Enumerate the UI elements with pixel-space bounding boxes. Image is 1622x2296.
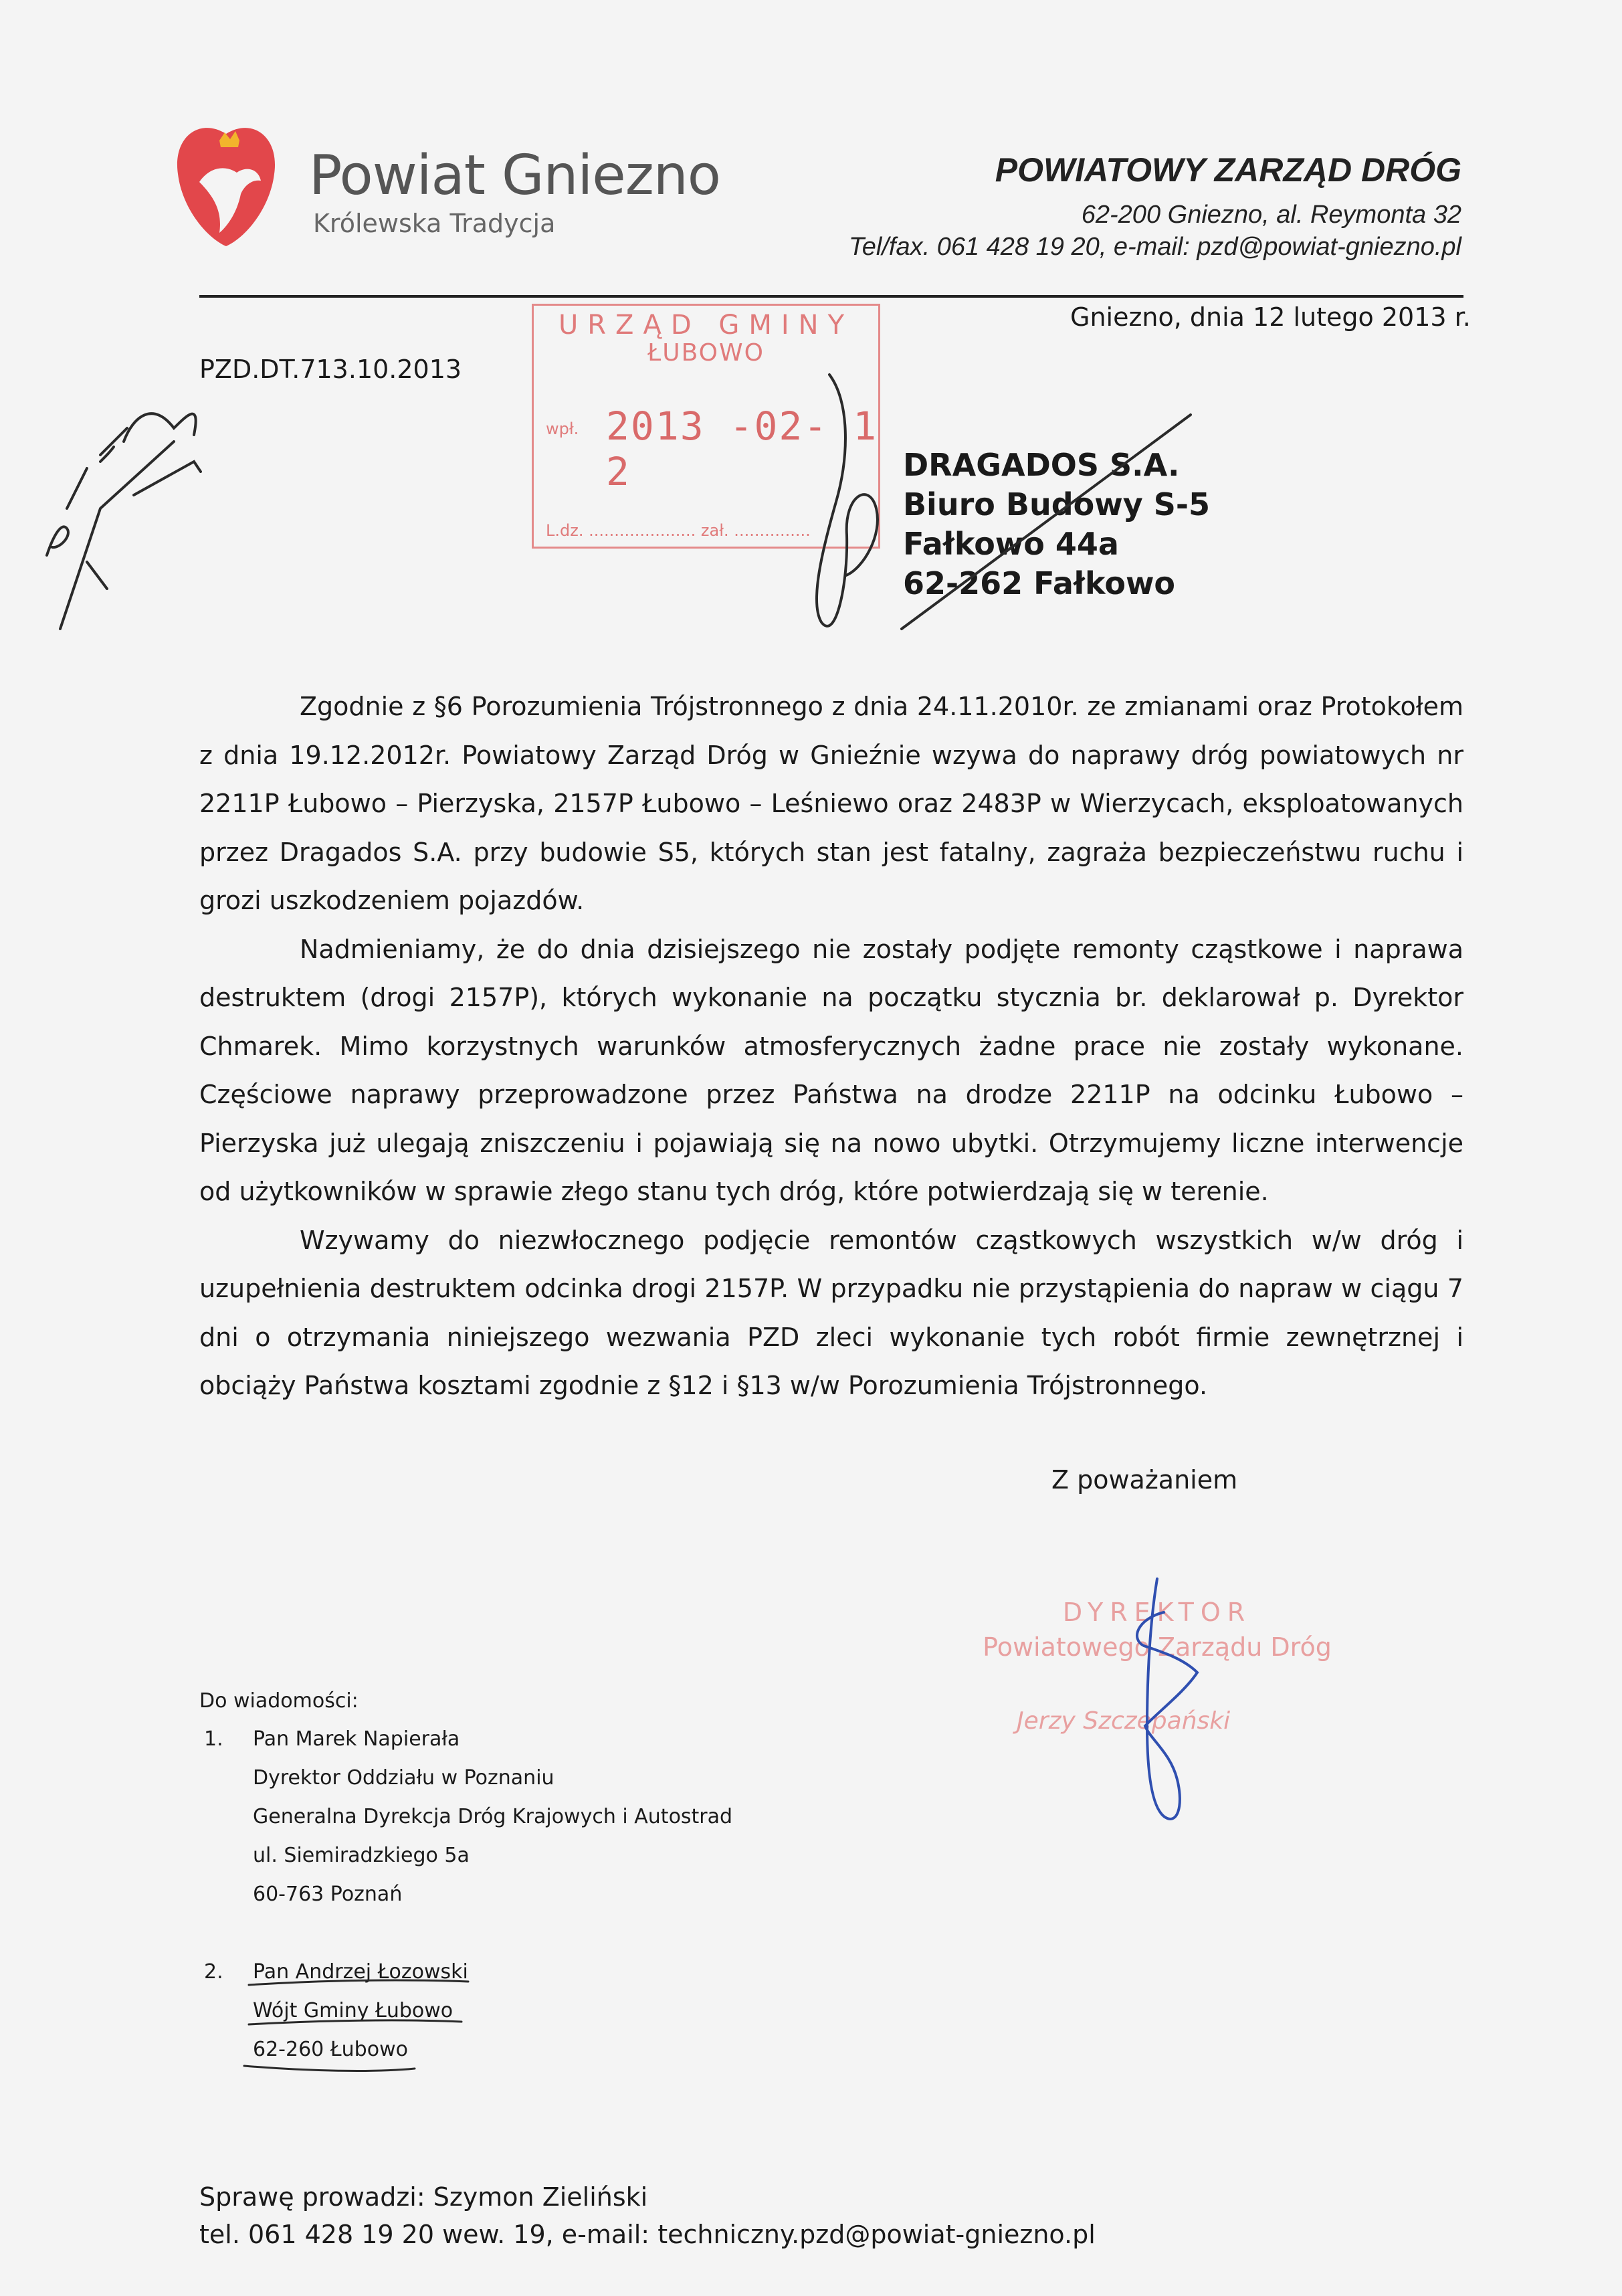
body-paragraph-3: Wzywamy do niezwłocznego podjęcie remontów cząstkowych wszystkich w/w dróg i uzupełnienia destruktem odcinka drogi 2157P. W przypadku nie przystąpienia do napraw w ciągu 7 dni o otrzymania niniejszego wezwania PZD zleci wykonanie tych robót firmie zewnętrznej i obciąży Państwa kosztami zgodnie z §12 i §13 w/w Porozumienia Trójstronnego. [199, 1225, 1463, 1400]
contact-line: tel. 061 428 19 20 wew. 19, e-mail: techniczny.pzd@powiat-gniezno.pl [199, 2220, 1096, 2249]
cc-item-1-line-1: Pan Marek Napierała [253, 1727, 460, 1751]
cc-item-2-line-1: Pan Andrzej Łozowski [253, 1960, 468, 1984]
cc-underline-icon [244, 1980, 468, 2071]
addressee-line-2: Biuro Budowy S-5 [903, 486, 1210, 522]
org-address: 62-200 Gniezno, al. Reymonta 32 [1081, 201, 1461, 229]
addressee-line-3: Fałkowo 44a [903, 526, 1119, 562]
body-paragraph-2: Nadmieniamy, że do dnia dzisiejszego nie zostały podjęte remonty cząstkowe i naprawa destruktem (drogi 2157P), których wykonanie na początku stycznia br. deklarował p. Dyrektor Chmarek. Mimo korzystnych warunków atmosferycznych żadne prace nie zostały wykonane. Częściowe naprawy przeprowadzone przez Państwa na drodze 2211P na odcinku Łubowo – Pierzyska już ulegają zniszczeniu i pojawiają się na nowo ubytki. Otrzymujemy liczne interwencje od użytkowników w sprawie złego stanu tych dróg, które potwierdzają się w terenie. [199, 934, 1463, 1206]
closing-salutation: Z poważaniem [1051, 1465, 1238, 1495]
stamp-signature-icon [817, 375, 878, 626]
logo-tagline: Królewska Tradycja [313, 209, 556, 238]
handled-by: Sprawę prowadzi: Szymon Zieliński [199, 2182, 648, 2212]
cc-heading: Do wiadomości: [199, 1689, 359, 1713]
addressee-line-1: DRAGADOS S.A. [903, 447, 1180, 483]
cc-item-1-line-2: Dyrektor Oddziału w Poznaniu [253, 1766, 554, 1790]
addressee-strike-icon [902, 415, 1191, 629]
addressee-line-4: 62-262 Fałkowo [903, 565, 1176, 601]
stamp-ledger-line: L.dz. ..................... zał. ............... [546, 521, 811, 540]
signature-stamp-name: Jerzy Szczepański [1017, 1707, 1231, 1735]
reference-number: PZD.DT.713.10.2013 [199, 355, 462, 384]
cc-item-1-number: 1. [204, 1727, 223, 1751]
body-paragraph-1: Zgodnie z §6 Porozumienia Trójstronnego z dnia 24.11.2010r. ze zmianami oraz Protokołem z dnia 19.12.2012r. Powiatowy Zarząd Dróg w Gnieźnie wzywa do naprawy dróg powiatowych nr 2211P Łubowo – Pierzyska, 2157P Łubowo – Leśniewo oraz 2483P w Wierzycach, eksploatowanych przez Dragados S.A. przy budowie S5, których stan jest fatalny, zagraża bezpieczeństwu ruchu i grozi uszkodzeniem pojazdów. [199, 692, 1463, 915]
cc-item-2-number: 2. [204, 1960, 223, 1984]
signature-stamp-org: Powiatowego Zarządu Dróg [983, 1632, 1332, 1662]
org-contact: Tel/fax. 061 428 19 20, e-mail: pzd@powiat-gniezno.pl [849, 233, 1461, 261]
cc-item-1-line-4: ul. Siemiradzkiego 5a [253, 1844, 470, 1867]
stamp-office: URZĄD GMINY [558, 310, 853, 341]
stamp-received-date: 2013 -02- 1 2 [606, 403, 878, 494]
logo-name: Powiat Gniezno [309, 144, 720, 207]
org-name: POWIATOWY ZARZĄD DRÓG [995, 151, 1461, 189]
stamp-town: ŁUBOWO [647, 339, 765, 367]
director-signature-icon [1137, 1579, 1197, 1819]
stamp-received-label: wpł. [546, 419, 579, 438]
signature-stamp-title: DYREKTOR [1062, 1598, 1252, 1627]
cc-item-1-line-3: Generalna Dyrekcja Dróg Krajowych i Autostrad [253, 1805, 733, 1828]
cc-item-2-line-2: Wójt Gminy Łubowo [253, 1999, 453, 2022]
cc-item-1-line-5: 60-763 Poznań [253, 1883, 403, 1906]
cc-item-2-line-3: 62-260 Łubowo [253, 2038, 408, 2061]
letter-date: Gniezno, dnia 12 lutego 2013 r. [1070, 302, 1471, 332]
handwritten-note-icon [47, 413, 201, 629]
